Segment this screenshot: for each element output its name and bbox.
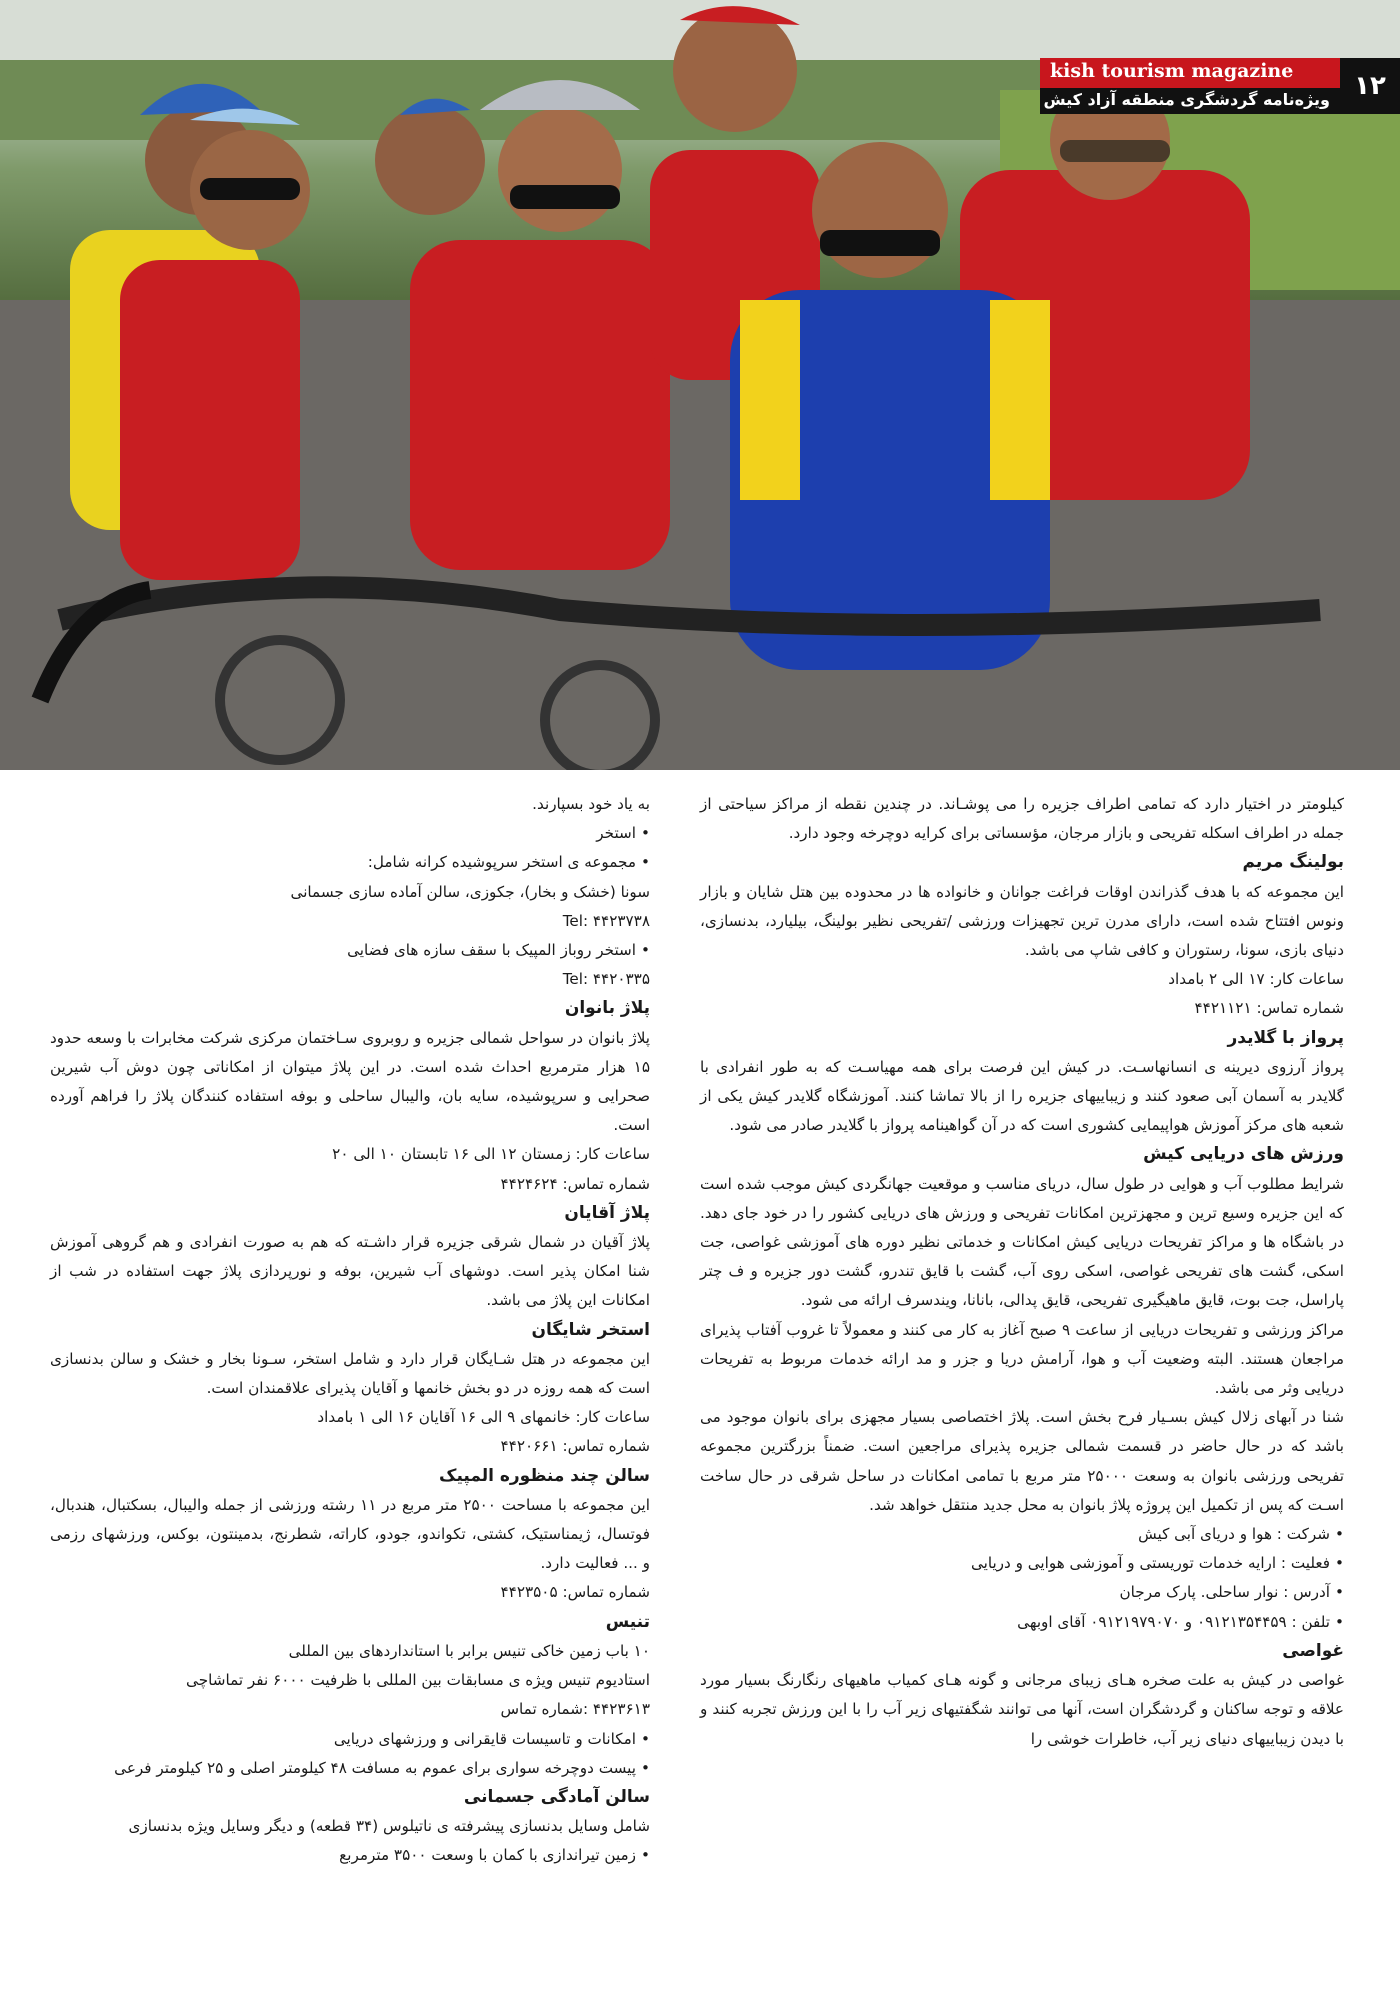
section-heading-marine: ورزش های دریایی کیش — [1143, 1144, 1344, 1165]
shayan-phone: شماره تماس: ۴۴۲۰۶۶۱ — [500, 1437, 650, 1456]
marine-paragraph-1: شرایط مطلوب آب و هوایی در طول سال، دریای مناسب و موقعیت جهانگردی کیش موجب شده است که این جزیره وسیع ترین و مجهزترین امکانات تفریحی و ورزش های دریایی کشور را در خود جای دهد. در باشگاه ها و مراکز تفریحات دریایی کیش امکانات و خدماتی نظیر دوره های آموزشی غواصی، جت اسکی، گشت های تفریحی غواصی، اسکی روی آب، گشت با قایق تندرو، گشت دور جزیره و ف چتر پاراسل، جت بوت، قایق ماهیگیری تفریحی، قایق پدالی، بانانا، ویندسرف ارائه می شود. — [700, 1174, 1344, 1310]
continuation-text: به یاد خود بسپارند. — [532, 795, 650, 813]
fitness-paragraph: شامل وسایل بدنسازی پیشرفته ی ناتیلوس (۳۴ قطعه) و دیگر وسایل ویژه بدنسازی — [128, 1817, 650, 1836]
section-heading-diving: غواصی — [1282, 1640, 1344, 1661]
extra-facilities-list — [50, 1725, 650, 1783]
photo-illustration — [0, 0, 1400, 770]
section-heading-olympic-hall: سالن چند منظوره المپیک — [439, 1465, 650, 1486]
section-heading-glider: پرواز با گلایدر — [1227, 1027, 1344, 1048]
list-item: • تلفن : ۰۹۱۲۱۳۵۴۴۵۹ و ۰۹۱۲۱۹۷۹۰۷۰ آقای اوبهی — [700, 1608, 1344, 1637]
section-heading-shayan-pool: استخر شایگان — [531, 1319, 650, 1340]
women-beach-paragraph: پلاژ بانوان در سواحل شمالی جزیره و روبروی سـاختمان مرکزی شرکت مخابرات با وسعه حدود ۱۵ هزار مترمربع احداث شده است. در این پلاژ میتوان از امکاناتی چون دوش آب شیرین صحرایی و سرپوشیده، سایه بان، والیبال ساحلی و بوفه استفاده کنندگان پلاژ را فراهم آورده است. — [50, 1028, 650, 1135]
section-heading-tennis: تنیس — [605, 1611, 650, 1632]
bowling-paragraph: این مجموعه که با هدف گذراندن اوقات فراغت جوانان و خانواده ها در محدوده بین هتل شایان و بازار ونوس افتتاح شده است، دارای مدرن ترین تجهیزات ورزشی /تفریحی نظیر بولینگ، بیلیارد، بدنسازی، دنیای بازی، سونا، رستوران و کافی شاپ می باشد. — [700, 882, 1344, 960]
section-heading-fitness: سالن آمادگی جسمانی — [463, 1786, 650, 1807]
right-column — [700, 790, 1344, 1754]
magazine-title: kish tourism magazine — [1050, 60, 1294, 82]
masthead-black-band — [1040, 88, 1340, 114]
page-number: ۱۲ — [1340, 58, 1400, 114]
marine-paragraph-3: شنا در آبهای زلال کیش بسـیار فرح بخش است. پلاژ اختصاصی بسیار مجهزی برای بانوان موجود می باشد که در حال حاضر در قسمت شمالی جزیره پذیرای مراجعین است. ضمناً بزرگترین مجموعه تفریحی ورزشی بانوان به وسعت ۲۵۰۰۰ متر مربع با تمامی امکانات در ساحل شرقی در حال ساخت اسـت که پس از تکمیل این پروژه پلاژ بانوان به محل جدید منتقل خواهد شد. — [700, 1408, 1344, 1514]
marine-paragraph-2: مراکز ورزشی و تفریحات دریایی از ساعت ۹ صبح آغاز به کار می کنند و معمولاً تا غروب آفتاب پذیرای مراجعان هستند. البته وضعیت آب و هوا، آرامش دریا و جزر و مد ارائه خدمات مربوط به تفریحات دریایی وثر می باشد. — [700, 1320, 1344, 1398]
list-item: • امکانات و تاسیسات قایقرانی و ورزشهای دریایی — [50, 1725, 650, 1754]
olympic-paragraph: این مجموعه با مساحت ۲۵۰۰ متر مربع در ۱۱ رشته ورزشی از جمله والیبال، بسکتبال، هندبال، فوتسال، ژیمناستیک، کشتی، تکواندو، جودو، کاراته، شطرنج، بدمینتون، بوکس، ورزشهای رزمی و ... فعالیت دارد. — [50, 1495, 650, 1573]
list-item: • پیست دوچرخه سواری برای عموم به مسافت ۴۸ کیلومتر اصلی و ۲۵ کیلومتر فرعی — [50, 1754, 650, 1783]
fitness-list — [50, 1841, 650, 1870]
bowling-phone: شماره تماس: ۴۴۲۱۱۲۱ — [1194, 999, 1344, 1018]
cyclists-photo — [0, 0, 1400, 770]
bowling-hours: ساعات کار: ۱۷ الی ۲ بامداد — [1168, 970, 1344, 989]
section-heading-men-beach: پلاژ آقایان — [564, 1202, 650, 1223]
women-beach-phone: شماره تماس: ۴۴۲۴۶۲۴ — [500, 1174, 650, 1193]
shayan-hours: ساعات کار: خانمهای ۹ الی ۱۶ آقایان ۱۶ الی ۱ بامداد — [317, 1408, 650, 1427]
list-item: • شرکت : هوا و دریای آبی کیش — [700, 1520, 1344, 1549]
masthead-red-band — [1040, 58, 1340, 88]
section-heading-bowling: بولینگ مریم — [1242, 852, 1344, 873]
company-list — [700, 1520, 1344, 1637]
magazine-subtitle: ویژه‌نامه گردشگری منطقه آزاد کیش — [1043, 90, 1330, 109]
pool-detail: سونا (خشک و بخار)، جکوزی، سالن آماده سازی جسمانی — [290, 882, 650, 901]
pool-tel: Tel: ۴۴۲۳۷۳۸ — [562, 911, 650, 930]
list-item: • زمین تیراندازی با کمان با وسعت ۳۵۰۰ مترمربع — [50, 1841, 650, 1870]
tennis-line: استادیوم تنیس ویژه ی مسابقات بین المللی با ظرفیت ۶۰۰۰ نفر تماشاچی — [186, 1671, 650, 1690]
olympic-phone: شماره تماس: ۴۴۲۳۵۰۵ — [500, 1583, 650, 1602]
section-heading-women-beach: پلاژ بانوان — [564, 998, 650, 1019]
list-item: • استخر روباز المپیک با سقف سازه های فضایی — [50, 936, 650, 965]
diving-paragraph: غواصی در کیش به علت صخره هـای زیبای مرجانی و گونه هـای کمیاب ماهیهای رنگارنگ بسیار مورد علاقه و توجه ساکنان و گردشگران است، آنها می توانند شگفتیهای زیر آب را با این ورزش تجربه کنند و با دیدن زیباییهای دنیای زیر آب، خاطرات خوشی را — [700, 1671, 1344, 1748]
women-beach-hours: ساعات کار: زمستان ۱۲ الی ۱۶ تابستان ۱۰ الی ۲۰ — [332, 1145, 650, 1164]
open-pool-tel: Tel: ۴۴۲۰۳۳۵ — [562, 970, 650, 989]
glider-paragraph: پرواز آرزوی دیرینه ی انسانهاسـت. در کیش این فرصت برای همه مهیاسـت که به طور انفرادی با گلایدر به آسمان آبی صعود کنند و زیباییهای جزیره را از بالا تماشا کنند. آموزشگاه گلایدر کیش یکی از شعبه های مرکز آموزش هواپیمایی کشوری است که در آن گواهینامه پرواز با گلایدر صادر می شود. — [700, 1057, 1344, 1135]
list-item: • استخر — [50, 819, 650, 848]
list-item: • مجموعه ی استخر سرپوشیده کرانه شامل: — [50, 848, 650, 877]
shayan-paragraph: این مجموعه در هتل شـایگان قرار دارد و شامل استخر، سـونا بخار و خشک و سالن بدنسازی است که همه روزه در دو بخش خانمها و آقایان پذیرای علاقمندان است. — [50, 1349, 650, 1398]
left-column — [50, 790, 650, 1871]
open-pool-list — [50, 936, 650, 965]
tennis-phone: ۴۴۲۳۶۱۳ :شماره تماس — [500, 1700, 650, 1719]
masthead — [1040, 58, 1400, 112]
tennis-line: ۱۰ باب زمین خاکی تنیس برابر با استانداردهای بین المللی — [288, 1641, 650, 1660]
intro-paragraph: کیلومتر در اختیار دارد که تمامی اطراف جزیره را می پوشـاند. در چندین نقطه از مراکز سیاحتی از جمله در اطراف اسکله تفریحی و بازار مرجان، مؤسساتی برای کرایه دوچرخه وجود دارد. — [700, 795, 1344, 843]
list-item: • آدرس : نوار ساحلی. پارک مرجان — [700, 1578, 1344, 1607]
pool-list — [50, 819, 650, 877]
list-item: • فعلیت : ارایه خدمات توریستی و آموزشی هوایی و دریایی — [700, 1549, 1344, 1578]
men-beach-paragraph: پلاژ آقیان در شمال شرقی جزیره قرار داشـته که هم به صورت انفرادی و هم گروهی آموزش شنا امکان پذیر است. دوشهای آب شیرین، بوفه و نورپردازی پلاژ جهت استفاده در شب از امکانات این پلاژ می باشد. — [50, 1233, 650, 1310]
